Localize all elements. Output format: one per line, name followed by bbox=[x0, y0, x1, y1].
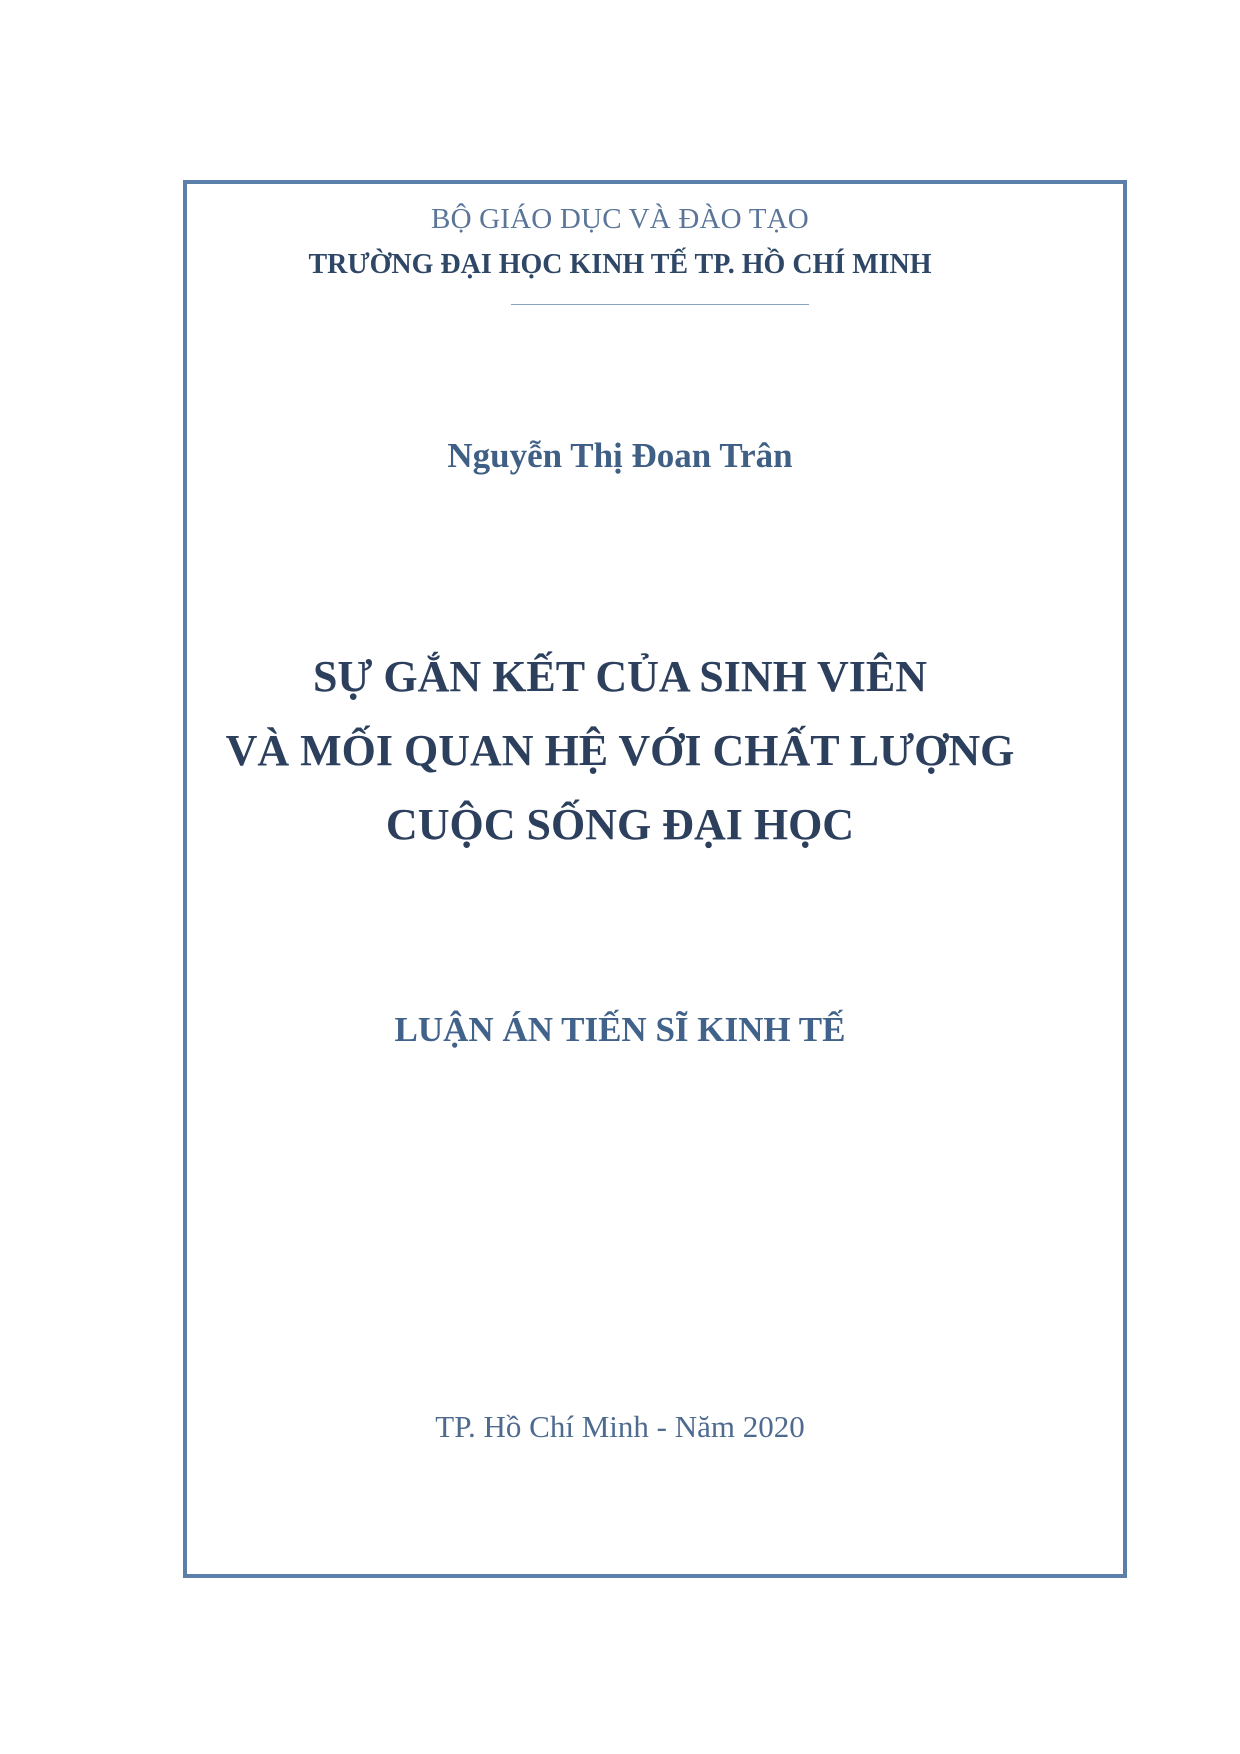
thesis-title-line-2: VÀ MỐI QUAN HỆ VỚI CHẤT LƯỢNG bbox=[225, 726, 1015, 775]
thesis-title-line-1: SỰ GẮN KẾT CỦA SINH VIÊN bbox=[312, 652, 928, 701]
header-divider bbox=[511, 304, 809, 305]
place-and-year: TP. Hồ Chí Minh - Năm 2020 bbox=[435, 1409, 805, 1444]
cover-frame bbox=[183, 180, 1127, 1578]
thesis-title bbox=[0, 640, 1240, 862]
ministry-name: BỘ GIÁO DỤC VÀ ĐÀO TẠO bbox=[431, 203, 809, 235]
author-name: Nguyễn Thị Đoan Trân bbox=[447, 436, 793, 475]
university-name: TRƯỜNG ĐẠI HỌC KINH TẾ TP. HỒ CHÍ MINH bbox=[308, 249, 932, 280]
thesis-title-line-3: CUỘC SỐNG ĐẠI HỌC bbox=[385, 800, 855, 849]
degree-type: LUẬN ÁN TIẾN SĨ KINH TẾ bbox=[394, 1010, 846, 1049]
